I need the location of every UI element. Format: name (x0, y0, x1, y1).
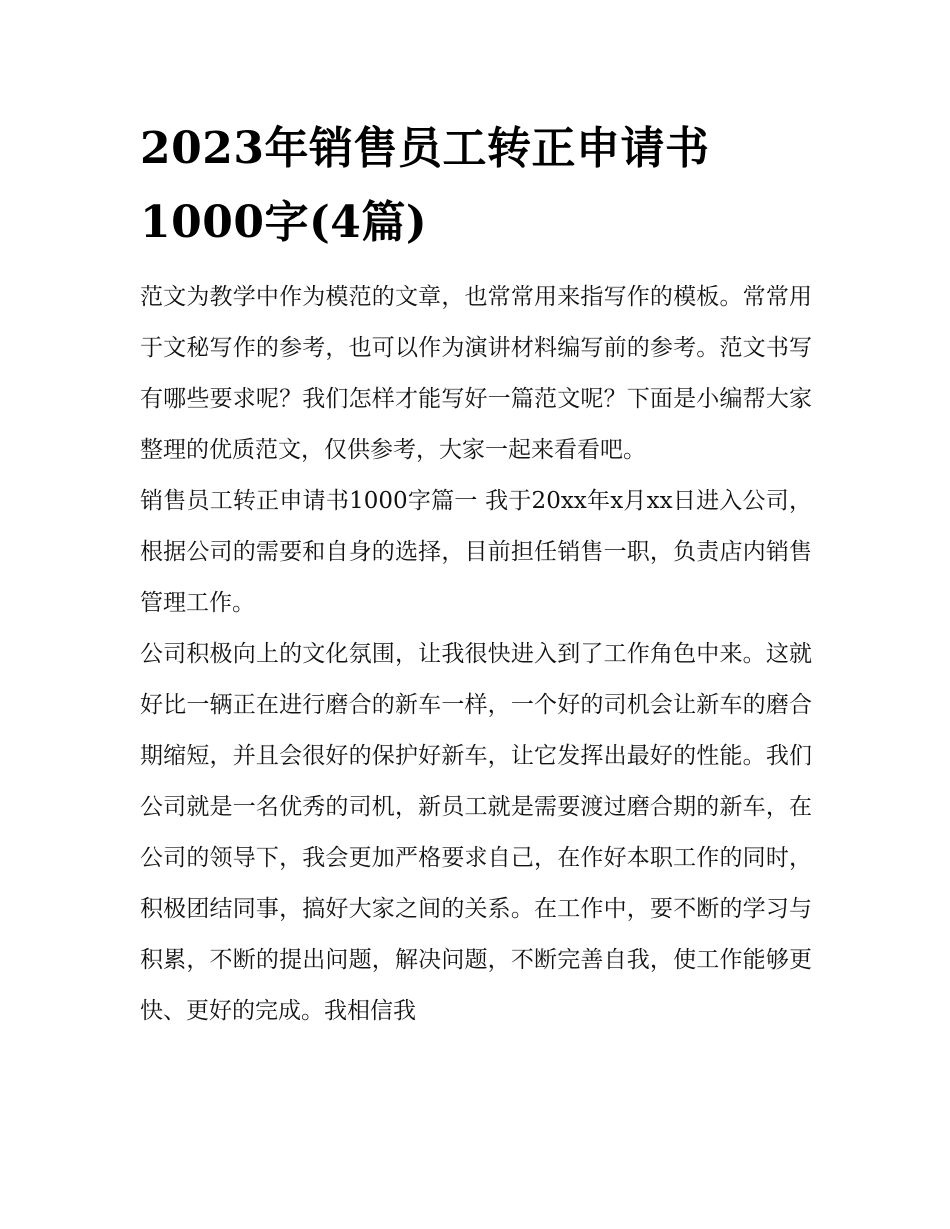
paragraph-intro: 范文为教学中作为模范的文章，也常常用来指写作的模板。常常用于文秘写作的参考，也可以作为演讲材料编写前的参考。范文书写有哪些要求呢？我们怎样才能写好一篇范文呢？下面是小编帮大家整理的优质范文，仅供参考，大家一起来看看吧。 (140, 284, 812, 463)
document-body (140, 112, 812, 1037)
paragraph-section-one-start: 销售员工转正申请书1000字篇一 我于20xx年x月xx日进入公司，根据公司的需要和自身的选择，目前担任销售一职，负责店内销售管理工作。 (140, 488, 812, 616)
document-title: 2023年销售员工转正申请书1000字(4篇) (140, 123, 710, 248)
paragraph-company-culture: 公司积极向上的文化氛围，让我很快进入到了工作角色中来。这就好比一辆正在进行磨合的新车一样，一个好的司机会让新车的磨合期缩短，并且会很好的保护好新车，让它发挥出最好的性能。我们公司就是一名优秀的司机，新员工就是需要渡过磨合期的新车，在公司的领导下，我会更加严格要求自己，在作好本职工作的同时，积极团结同事，搞好大家之间的关系。在工作中，要不断的学习与积累，不断的提出问题，解决问题，不断完善自我，使工作能够更快、更好的完成。我相信我 (140, 641, 812, 1024)
